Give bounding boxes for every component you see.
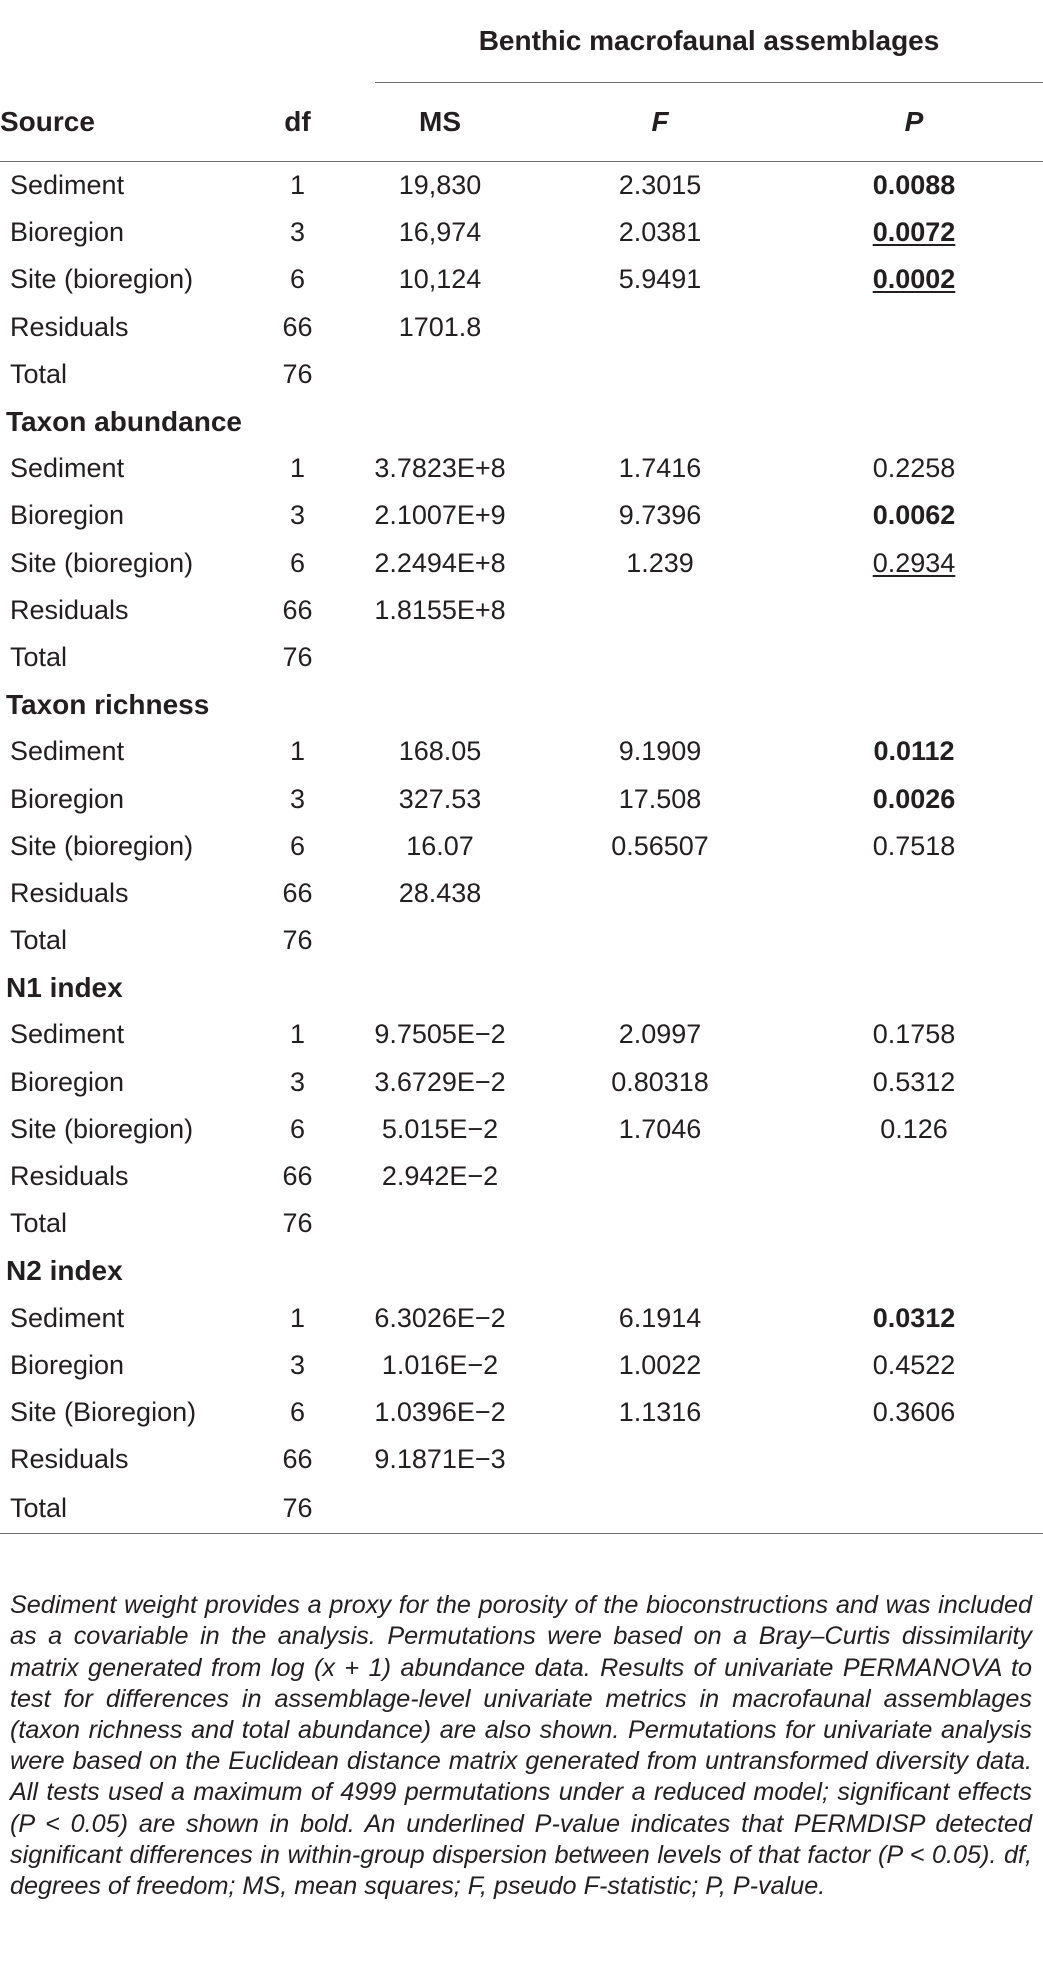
- cell-p-value: [785, 492, 1043, 539]
- cell-p-value: [785, 728, 1043, 775]
- cell-df: 1: [289, 736, 306, 767]
- cell-ms: 2.1007E+9: [374, 500, 506, 531]
- section-heading: N2 index: [6, 1254, 123, 1286]
- table-row: [0, 162, 1043, 210]
- cell-source: Sediment: [10, 736, 125, 767]
- cell-ms: 9.7505E−2: [374, 1019, 506, 1050]
- section-heading: N1 index: [6, 971, 123, 1003]
- cell-f: 1.1316: [618, 1396, 702, 1427]
- table-row: [0, 1200, 1043, 1247]
- column-header-p: P: [785, 83, 1043, 162]
- cell-f: 1.0022: [618, 1349, 702, 1380]
- cell-source: Residuals: [10, 1161, 129, 1192]
- p-value-text: 0.0312: [872, 1302, 956, 1333]
- cell-f: [535, 304, 785, 351]
- cell-df: 1: [289, 1019, 306, 1050]
- table-row: [0, 1153, 1043, 1200]
- cell-df: 66: [282, 1161, 313, 1192]
- cell-source: Total: [10, 641, 68, 672]
- cell-ms: 1.8155E+8: [374, 594, 506, 625]
- cell-p-value: [785, 162, 1043, 210]
- p-value-text: 0.0026: [872, 783, 956, 814]
- table-row: [0, 1011, 1043, 1058]
- cell-ms: 16,974: [398, 217, 482, 248]
- cell-source: Bioregion: [10, 217, 125, 248]
- group-header-row: [0, 0, 1043, 83]
- cell-source: Residuals: [10, 877, 129, 908]
- column-header-source: Source: [0, 83, 250, 162]
- p-value-text: 0.3606: [872, 1396, 956, 1427]
- cell-df: 6: [289, 830, 306, 861]
- p-value-text: 0.2258: [872, 453, 956, 484]
- cell-df: 76: [282, 641, 313, 672]
- p-value-text: 0.126: [880, 1113, 948, 1144]
- section-heading-row: [0, 681, 1043, 728]
- group-header-label: Benthic macrofaunal assemblages: [375, 0, 1043, 83]
- cell-df: 1: [289, 1302, 306, 1333]
- table-footnote: Sediment weight provides a proxy for the porosity of the bioconstructions and was included as a covariable in the analysis. Permutations were based on a Bray–Curtis dissimilarity matrix generated from log (x + 1) abundance data. Results of univariate PERMANOVA to test for differences in assemblage-level univariate metrics in macrofaunal assemblages (taxon richness and total abundance) are also shown. Permutations for univariate analysis were based on the Euclidean distance matrix generated from untransformed diversity data. All tests used a maximum of 4999 permutations under a reduced model; significant effects (P < 0.05) are shown in bold. An underlined P-value indicates that PERMDISP detected significant differences in within-group dispersion between levels of that factor (P < 0.05). df, degrees of freedom; MS, mean squares; F, pseudo F-statistic; P, P-value.: [10, 1591, 1032, 1901]
- cell-f: 2.3015: [618, 170, 702, 201]
- cell-df: 76: [250, 1483, 345, 1534]
- cell-p-value: [785, 775, 1043, 822]
- cell-source: Bioregion: [10, 1066, 125, 1097]
- cell-source: Sediment: [10, 1019, 125, 1050]
- p-value-text: 0.0072: [872, 217, 956, 248]
- cell-ms: 1.016E−2: [381, 1349, 499, 1380]
- cell-f: 1.7046: [618, 1113, 702, 1144]
- p-value-text: 0.0112: [873, 736, 955, 767]
- cell-df: 76: [282, 925, 313, 956]
- section-heading-row: [0, 1247, 1043, 1294]
- cell-ms: [345, 1200, 535, 1247]
- cell-source: Sediment: [10, 1302, 125, 1333]
- cell-f: [535, 917, 785, 964]
- cell-source: Total: [10, 925, 68, 956]
- p-value-text: 0.7518: [872, 830, 956, 861]
- cell-ms: [345, 351, 535, 398]
- cell-f: 5.9491: [618, 264, 702, 295]
- table-row: [0, 304, 1043, 351]
- cell-source: Bioregion: [10, 783, 125, 814]
- p-value-text: 0.4522: [872, 1349, 956, 1380]
- table-row: [0, 351, 1043, 398]
- cell-source: Bioregion: [10, 500, 125, 531]
- cell-f: 6.1914: [618, 1302, 702, 1333]
- cell-p-value: [785, 445, 1043, 492]
- cell-ms: 168.05: [398, 736, 482, 767]
- cell-p-value: [785, 1106, 1043, 1153]
- table-row: [0, 256, 1043, 303]
- table-row: [0, 1389, 1043, 1436]
- section-heading-row: [0, 398, 1043, 445]
- cell-f: [535, 1436, 785, 1483]
- cell-df: 66: [282, 1444, 313, 1475]
- cell-df: 76: [282, 1208, 313, 1239]
- table-row: [0, 209, 1043, 256]
- table-row: [0, 1483, 1043, 1534]
- cell-p-value: [785, 1342, 1043, 1389]
- table-row: [0, 445, 1043, 492]
- p-value-text: 0.5312: [872, 1066, 956, 1097]
- cell-f: 9.7396: [618, 500, 702, 531]
- cell-df: 3: [289, 1349, 306, 1380]
- cell-p-value: [785, 304, 1043, 351]
- cell-source: Residuals: [10, 1444, 129, 1475]
- p-value-text: 0.0002: [872, 264, 956, 295]
- cell-df: 3: [289, 217, 306, 248]
- cell-df: 6: [289, 1113, 306, 1144]
- cell-p-value: [785, 1153, 1043, 1200]
- cell-f: 1.239: [626, 547, 694, 578]
- table-body: [0, 162, 1043, 1534]
- cell-source: Sediment: [10, 170, 125, 201]
- cell-p-value: [785, 256, 1043, 303]
- cell-ms: [345, 917, 535, 964]
- cell-f: [535, 1153, 785, 1200]
- cell-ms: [345, 1483, 535, 1534]
- cell-p-value: [785, 870, 1043, 917]
- column-header-df: df: [250, 83, 345, 162]
- p-value-text: 0.2934: [872, 547, 956, 578]
- cell-source: Total: [10, 358, 68, 389]
- cell-p-value: [785, 1389, 1043, 1436]
- table-row: [0, 1436, 1043, 1483]
- cell-p-value: [785, 1200, 1043, 1247]
- cell-ms: 3.6729E−2: [374, 1066, 506, 1097]
- cell-f: 9.1909: [618, 736, 702, 767]
- cell-df: 6: [289, 1396, 306, 1427]
- cell-ms: 2.2494E+8: [374, 547, 506, 578]
- cell-ms: 1.0396E−2: [374, 1396, 506, 1427]
- cell-ms: 2.942E−2: [381, 1161, 499, 1192]
- cell-source: Residuals: [10, 311, 129, 342]
- column-header-f: F: [535, 83, 785, 162]
- cell-p-value: [785, 540, 1043, 587]
- table-row: [0, 1059, 1043, 1106]
- cell-source: Total: [10, 1208, 68, 1239]
- cell-f: 2.0997: [618, 1019, 702, 1050]
- cell-source: Site (bioregion): [10, 547, 194, 578]
- table-row: [0, 917, 1043, 964]
- table-row: [0, 1295, 1043, 1342]
- cell-source: Total: [0, 1483, 250, 1534]
- cell-df: 1: [289, 170, 306, 201]
- cell-df: 66: [282, 311, 313, 342]
- p-value-text: 0.1758: [872, 1019, 956, 1050]
- cell-p-value: [785, 209, 1043, 256]
- cell-df: 3: [289, 1066, 306, 1097]
- cell-ms: 5.015E−2: [381, 1113, 499, 1144]
- p-value-text: 0.0088: [872, 170, 956, 201]
- cell-f: 1.7416: [618, 453, 702, 484]
- cell-f: [535, 1200, 785, 1247]
- table-row: [0, 823, 1043, 870]
- cell-ms: 10,124: [398, 264, 482, 295]
- cell-f: 17.508: [618, 783, 702, 814]
- table-row: [0, 1106, 1043, 1153]
- cell-f: 0.80318: [611, 1066, 709, 1097]
- cell-ms: 16.07: [406, 830, 474, 861]
- cell-ms: 28.438: [398, 877, 482, 908]
- cell-f: 2.0381: [618, 217, 702, 248]
- cell-df: 1: [289, 453, 306, 484]
- cell-f: [535, 1483, 785, 1534]
- cell-p-value: [785, 1295, 1043, 1342]
- cell-f: 0.56507: [611, 830, 709, 861]
- cell-f: [535, 634, 785, 681]
- cell-f: [535, 870, 785, 917]
- cell-ms: 6.3026E−2: [374, 1302, 506, 1333]
- cell-f: [535, 351, 785, 398]
- cell-df: 66: [282, 877, 313, 908]
- p-value-text: 0.0062: [872, 500, 956, 531]
- cell-source: Site (bioregion): [10, 830, 194, 861]
- table-row: [0, 587, 1043, 634]
- cell-source: Bioregion: [10, 1349, 125, 1380]
- cell-ms: 327.53: [398, 783, 482, 814]
- cell-source: Site (bioregion): [10, 264, 194, 295]
- table-row: [0, 634, 1043, 681]
- section-heading: Taxon richness: [6, 688, 210, 720]
- table-row: [0, 492, 1043, 539]
- cell-source: Sediment: [10, 453, 125, 484]
- section-heading-row: [0, 964, 1043, 1011]
- cell-f: [535, 587, 785, 634]
- cell-df: 3: [289, 783, 306, 814]
- column-header-row: [0, 83, 1043, 162]
- table-row: [0, 540, 1043, 587]
- cell-p-value: [785, 917, 1043, 964]
- cell-p-value: [785, 1011, 1043, 1058]
- column-header-ms: MS: [345, 83, 535, 162]
- cell-df: 6: [289, 547, 306, 578]
- cell-p-value: [785, 351, 1043, 398]
- cell-df: 6: [289, 264, 306, 295]
- cell-p-value: [785, 823, 1043, 870]
- cell-p-value: [785, 1436, 1043, 1483]
- cell-ms: 1701.8: [398, 311, 482, 342]
- cell-p-value: [785, 1059, 1043, 1106]
- table-row: [0, 728, 1043, 775]
- cell-df: 66: [282, 594, 313, 625]
- cell-source: Residuals: [10, 594, 129, 625]
- cell-source: Site (Bioregion): [10, 1396, 197, 1427]
- cell-p-value: [785, 634, 1043, 681]
- cell-df: 3: [289, 500, 306, 531]
- cell-ms: 9.1871E−3: [374, 1444, 506, 1475]
- cell-df: 76: [282, 358, 313, 389]
- table-row: [0, 870, 1043, 917]
- cell-p-value: [785, 1483, 1043, 1534]
- cell-source: Site (bioregion): [10, 1113, 194, 1144]
- cell-p-value: [785, 587, 1043, 634]
- cell-ms: [345, 634, 535, 681]
- table-row: [0, 775, 1043, 822]
- table-row: [0, 1342, 1043, 1389]
- cell-ms: 3.7823E+8: [374, 453, 506, 484]
- cell-ms: 19,830: [398, 170, 482, 201]
- section-heading: Taxon abundance: [6, 405, 242, 437]
